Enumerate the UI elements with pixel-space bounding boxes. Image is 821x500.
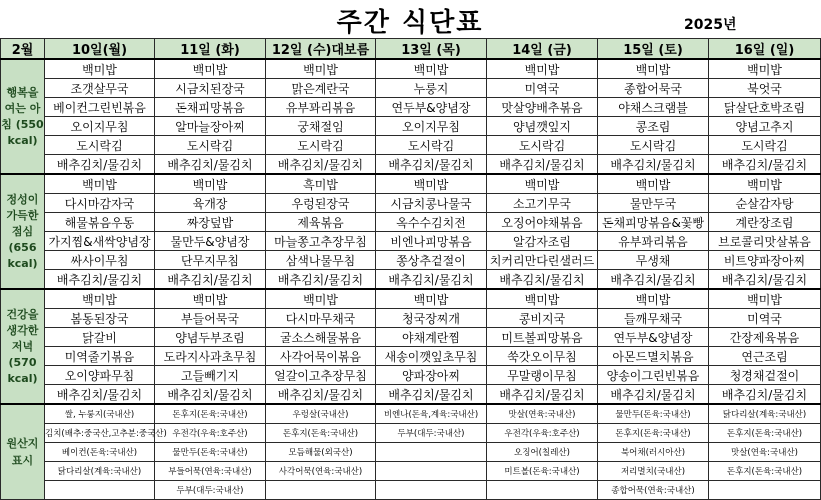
origin-cell: 두부(대두:국내산)	[376, 424, 487, 443]
menu-cell: 쑥갓오이무침	[487, 347, 598, 366]
menu-cell: 유부꽈리볶음	[598, 232, 709, 251]
origin-cell	[376, 462, 487, 481]
menu-cell: 비트양파장아찌	[709, 251, 821, 270]
menu-cell: 배추김치/물김치	[45, 270, 155, 290]
menu-cell: 배추김치/물김치	[709, 270, 821, 290]
origin-row	[1, 424, 821, 443]
menu-cell: 조갯살무국	[45, 79, 155, 98]
menu-cell: 사각어묵이볶음	[266, 347, 376, 366]
menu-cell: 백미밥	[709, 59, 821, 79]
menu-cell: 배추김치/물김치	[376, 385, 487, 405]
origin-row	[1, 443, 821, 462]
menu-cell: 간장제육볶음	[709, 328, 821, 347]
menu-cell: 미트볼피망볶음	[487, 328, 598, 347]
menu-cell: 배추김치/물김치	[598, 155, 709, 175]
menu-cell: 백미밥	[155, 59, 266, 79]
origin-cell: 돈후지(돈육:국내산)	[709, 462, 821, 481]
menu-cell: 양송이그린빈볶음	[598, 366, 709, 385]
origin-row	[1, 481, 821, 500]
menu-cell: 제육볶음	[266, 213, 376, 232]
origin-cell: 비엔나(돈육,계육:국내산)	[376, 404, 487, 424]
origin-cell: 우렁살(국내산)	[266, 404, 376, 424]
menu-cell: 육개장	[155, 194, 266, 213]
menu-cell: 계란장조림	[709, 213, 821, 232]
origin-cell: 쌀, 누룽지(국내산)	[45, 404, 155, 424]
menu-cell: 다시마감자국	[45, 194, 155, 213]
origin-cell	[376, 443, 487, 462]
menu-cell: 맑은계란국	[266, 79, 376, 98]
menu-cell: 미역줄기볶음	[45, 347, 155, 366]
dinner-row	[1, 289, 821, 309]
menu-cell: 야채스크램블	[598, 98, 709, 117]
menu-cell: 백미밥	[709, 174, 821, 194]
menu-cell: 흑미밥	[266, 174, 376, 194]
lunch-row	[1, 251, 821, 270]
menu-cell: 백미밥	[376, 174, 487, 194]
origin-cell: 맛살(연육:국내산)	[487, 404, 598, 424]
origin-cell: 베이컨(돈육:국내산)	[45, 443, 155, 462]
menu-cell: 청경채겉절이	[709, 366, 821, 385]
menu-cell: 배추김치/물김치	[376, 155, 487, 175]
menu-cell: 배추김치/물김치	[155, 155, 266, 175]
menu-cell: 백미밥	[45, 289, 155, 309]
menu-cell: 알감자조림	[487, 232, 598, 251]
menu-cell: 연근조림	[709, 347, 821, 366]
menu-cell: 도시락김	[45, 136, 155, 155]
origin-cell: 돈후지(돈육:국내산)	[709, 424, 821, 443]
menu-cell: 배추김치/물김치	[155, 385, 266, 405]
origin-cell: 돈후지(돈육:국내산)	[155, 404, 266, 424]
day-header: 16일 (일)	[709, 39, 821, 60]
menu-cell: 콩비지국	[487, 309, 598, 328]
menu-cell: 배추김치/물김치	[266, 155, 376, 175]
menu-cell: 쫑상추겉절이	[376, 251, 487, 270]
menu-cell: 백미밥	[487, 289, 598, 309]
menu-cell: 청국장찌개	[376, 309, 487, 328]
origin-cell	[376, 481, 487, 500]
menu-cell: 들깨무채국	[598, 309, 709, 328]
menu-cell: 양념고추지	[709, 117, 821, 136]
menu-cell: 백미밥	[376, 289, 487, 309]
menu-cell: 유부꽈리볶음	[266, 98, 376, 117]
day-header: 13일 (목)	[376, 39, 487, 60]
menu-cell: 물만두&양념장	[155, 232, 266, 251]
menu-cell: 백미밥	[45, 59, 155, 79]
breakfast-row	[1, 59, 821, 79]
breakfast-row	[1, 117, 821, 136]
dinner-row	[1, 328, 821, 347]
menu-cell: 배추김치/물김치	[487, 270, 598, 290]
menu-cell: 도시락김	[598, 136, 709, 155]
dinner-row	[1, 347, 821, 366]
menu-cell: 가지찜&새싹양념장	[45, 232, 155, 251]
menu-cell: 얼갈이고추장무침	[266, 366, 376, 385]
menu-cell: 굴소스해물볶음	[266, 328, 376, 347]
menu-cell: 도라지사과초무침	[155, 347, 266, 366]
menu-cell: 배추김치/물김치	[487, 155, 598, 175]
meal-table	[0, 38, 821, 500]
origin-cell: 북어채(러시아산)	[598, 443, 709, 462]
day-header: 12일 (수)대보름	[266, 39, 376, 60]
menu-cell: 도시락김	[376, 136, 487, 155]
menu-cell: 다시마무채국	[266, 309, 376, 328]
menu-cell: 오이지무침	[45, 117, 155, 136]
menu-cell: 양파장아찌	[376, 366, 487, 385]
page-title: 주간 식단표	[336, 8, 484, 38]
menu-cell: 배추김치/물김치	[598, 270, 709, 290]
day-header: 11일 (화)	[155, 39, 266, 60]
menu-cell: 배추김치/물김치	[709, 385, 821, 405]
menu-cell: 부들어묵국	[155, 309, 266, 328]
menu-cell: 백미밥	[598, 59, 709, 79]
menu-cell: 오이지무침	[376, 117, 487, 136]
lunch-row	[1, 194, 821, 213]
origin-cell	[709, 481, 821, 500]
menu-cell: 브로콜리맛살볶음	[709, 232, 821, 251]
year-label: 2025년	[684, 17, 737, 33]
menu-cell: 양념두부조림	[155, 328, 266, 347]
origin-cell: 물만두(돈육:국내산)	[155, 443, 266, 462]
breakfast-row	[1, 136, 821, 155]
menu-cell: 미역국	[487, 79, 598, 98]
menu-cell: 돈채피망볶음&꽃빵	[598, 213, 709, 232]
menu-cell: 배추김치/물김치	[266, 270, 376, 290]
origin-cell: 모듬해물(외국산)	[266, 443, 376, 462]
menu-cell: 우렁된장국	[266, 194, 376, 213]
menu-cell: 삼색나물무침	[266, 251, 376, 270]
menu-cell: 베이컨그린빈볶음	[45, 98, 155, 117]
menu-cell: 닭갈비	[45, 328, 155, 347]
menu-cell: 닭살단호박조림	[709, 98, 821, 117]
breakfast-row	[1, 98, 821, 117]
menu-cell: 봄동된장국	[45, 309, 155, 328]
header-row	[1, 39, 821, 60]
origin-cell: 종합어묵(연육:국내산)	[598, 481, 709, 500]
menu-cell: 도시락김	[155, 136, 266, 155]
month-cell: 2월	[1, 39, 45, 60]
menu-cell: 배추김치/물김치	[45, 385, 155, 405]
lunch-row	[1, 232, 821, 251]
menu-cell: 도시락김	[266, 136, 376, 155]
menu-cell: 배추김치/물김치	[487, 385, 598, 405]
menu-cell: 배추김치/물김치	[45, 155, 155, 175]
menu-cell: 무생채	[598, 251, 709, 270]
breakfast-label: 행복을 여는 아침 (550 kcal)	[1, 59, 45, 174]
menu-cell: 짜장덮밥	[155, 213, 266, 232]
day-header: 10일(월)	[45, 39, 155, 60]
title-area	[0, 0, 820, 38]
origin-cell: 맛살(연육:국내산)	[709, 443, 821, 462]
dinner-row	[1, 385, 821, 405]
menu-cell: 배추김치/물김치	[376, 270, 487, 290]
menu-cell: 도시락김	[487, 136, 598, 155]
lunch-row	[1, 213, 821, 232]
origin-row	[1, 462, 821, 481]
menu-cell: 미역국	[709, 309, 821, 328]
menu-cell: 고들빼기지	[155, 366, 266, 385]
origin-cell	[266, 481, 376, 500]
menu-cell: 새송이깻잎초무침	[376, 347, 487, 366]
origin-cell: 닭다리살(계육:국내산)	[45, 462, 155, 481]
menu-cell: 배추김치/물김치	[266, 385, 376, 405]
menu-cell: 백미밥	[45, 174, 155, 194]
menu-cell: 북엇국	[709, 79, 821, 98]
menu-cell: 단무지무침	[155, 251, 266, 270]
origin-cell: 우전각(우육:호주산)	[155, 424, 266, 443]
menu-cell: 아몬드멸치볶음	[598, 347, 709, 366]
origin-row	[1, 404, 821, 424]
menu-cell: 시금치된장국	[155, 79, 266, 98]
origin-cell: 우전각(우육:호주산)	[487, 424, 598, 443]
menu-cell: 백미밥	[487, 59, 598, 79]
origin-cell	[487, 481, 598, 500]
menu-cell: 소고기무국	[487, 194, 598, 213]
menu-cell: 맛살양배추볶음	[487, 98, 598, 117]
menu-cell: 옥수수김치전	[376, 213, 487, 232]
origin-cell: 오징어(칠레산)	[487, 443, 598, 462]
menu-cell: 치커리만다린샐러드	[487, 251, 598, 270]
menu-cell: 누룽지	[376, 79, 487, 98]
day-header: 14일 (금)	[487, 39, 598, 60]
menu-cell: 알마늘장아찌	[155, 117, 266, 136]
menu-cell: 돈채피망볶음	[155, 98, 266, 117]
menu-cell: 시금치콩나물국	[376, 194, 487, 213]
menu-cell: 백미밥	[155, 289, 266, 309]
menu-cell: 콩조림	[598, 117, 709, 136]
menu-cell: 오이양파무침	[45, 366, 155, 385]
menu-cell: 배추김치/물김치	[155, 270, 266, 290]
lunch-row	[1, 270, 821, 290]
dinner-row	[1, 366, 821, 385]
menu-cell: 해물볶음우동	[45, 213, 155, 232]
origin-cell: 저리멸치(국내산)	[598, 462, 709, 481]
menu-cell: 궁채절임	[266, 117, 376, 136]
origin-cell: 닭다리살(계육:국내산)	[709, 404, 821, 424]
menu-cell: 백미밥	[266, 59, 376, 79]
origin-cell: 두부(대두:국내산)	[155, 481, 266, 500]
origin-cell	[45, 481, 155, 500]
menu-cell: 백미밥	[709, 289, 821, 309]
breakfast-row	[1, 79, 821, 98]
menu-cell: 백미밥	[598, 289, 709, 309]
menu-cell: 야채계란찜	[376, 328, 487, 347]
menu-cell: 무말랭이무침	[487, 366, 598, 385]
menu-cell: 양념깻잎지	[487, 117, 598, 136]
origin-cell: 사각어묵(연육:국내산)	[266, 462, 376, 481]
menu-cell: 백미밥	[266, 289, 376, 309]
menu-cell: 순살감자탕	[709, 194, 821, 213]
menu-cell: 배추김치/물김치	[598, 385, 709, 405]
menu-cell: 백미밥	[155, 174, 266, 194]
menu-cell: 물만두국	[598, 194, 709, 213]
menu-cell: 도시락김	[709, 136, 821, 155]
menu-cell: 연두부&양념장	[376, 98, 487, 117]
menu-cell: 연두부&양념장	[598, 328, 709, 347]
breakfast-row	[1, 155, 821, 175]
origin-cell: 김치(배추:중국산,고추분:중국산)	[45, 424, 155, 443]
origin-cell: 부들어묵(연육:국내산)	[155, 462, 266, 481]
origin-cell: 돈후지(돈육:국내산)	[266, 424, 376, 443]
origin-label: 원산지 표시	[1, 404, 45, 500]
dinner-row	[1, 309, 821, 328]
origin-cell: 돈후지(돈육:국내산)	[598, 424, 709, 443]
menu-cell: 백미밥	[598, 174, 709, 194]
origin-cell: 물만두(돈육:국내산)	[598, 404, 709, 424]
lunch-label: 정성이 가득한 점심 (656 kcal)	[1, 174, 45, 289]
lunch-row	[1, 174, 821, 194]
day-header: 15일 (토)	[598, 39, 709, 60]
menu-cell: 배추김치/물김치	[709, 155, 821, 175]
menu-cell: 비엔나피망볶음	[376, 232, 487, 251]
menu-cell: 종합어묵국	[598, 79, 709, 98]
menu-cell: 마늘쫑고추장무침	[266, 232, 376, 251]
origin-cell: 미트볼(돈육:국내산)	[487, 462, 598, 481]
menu-cell: 싸사이무침	[45, 251, 155, 270]
menu-cell: 백미밥	[376, 59, 487, 79]
dinner-label: 건강을 생각한 저녁 (570 kcal)	[1, 289, 45, 404]
menu-cell: 백미밥	[487, 174, 598, 194]
menu-cell: 오징어야채볶음	[487, 213, 598, 232]
